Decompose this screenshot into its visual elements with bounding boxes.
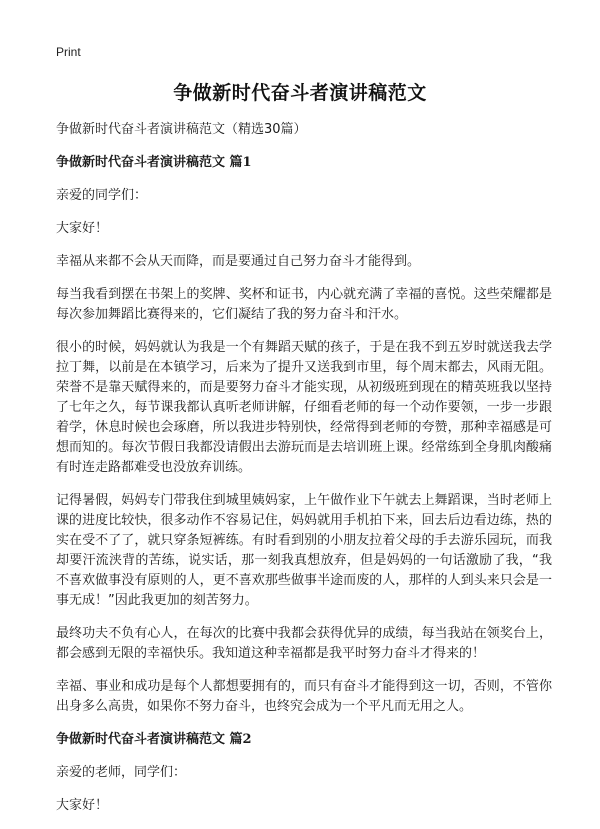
paragraph: 记得暑假，妈妈专门带我住到城里姨妈家，上午做作业下午就去上舞蹈课，当时老师上课的进度比较快，很多动作不容易记住，妈妈就用手机拍下来，回去后边看边练，热的实在受不了了，就只穿条短裤练。有时看到别的小朋友拉着父母的手去游乐园玩，而我却要汗流浃背的苦练，说实话，那一刻我真想放弃，但是妈妈的一句话激励了我，“我不喜欢做事没有原则的人，更不喜欢那些做事半途而废的人，那样的人到头来只会是一事无成！”因此我更加的刻苦努力。 — [56, 493, 552, 608]
document-body — [56, 120, 552, 829]
page-title: 争做新时代奋斗者演讲稿范文 — [173, 82, 427, 104]
paragraph: 幸福从来都不会从天而降，而是要通过自己努力奋斗才能得到。 — [56, 254, 421, 269]
paragraph: 亲爱的同学们： — [56, 188, 148, 203]
section-2 — [56, 730, 552, 816]
section-1 — [56, 153, 552, 717]
document-subtitle: 争做新时代奋斗者演讲稿范文（精选30篇） — [56, 122, 307, 137]
paragraph: 大家好！ — [56, 221, 109, 236]
paragraph: 每当我看到摆在书架上的奖牌、奖杯和证书，内心就充满了幸福的喜悦。这些荣耀都是每次参加舞蹈比赛得来的，它们凝结了我的努力奋斗和汗水。 — [56, 287, 552, 322]
section-heading: 争做新时代奋斗者演讲稿范文 篇2 — [56, 732, 252, 747]
paragraph: 亲爱的老师，同学们： — [56, 765, 187, 780]
section-heading: 争做新时代奋斗者演讲稿范文 篇1 — [56, 155, 252, 170]
paragraph: 大家好！ — [56, 798, 109, 813]
paragraph: 很小的时候，妈妈就认为我是一个有舞蹈天赋的孩子，于是在我不到五岁时就送我去学拉丁舞，以前是在本镇学习，后来为了提升又送我到市里，每个周末都去，风雨无阻。荣誉不是靠天赋得来的，而是要努力奋斗才能实现，从初级班到现在的精英班我以坚持了七年之久，每节课我都认真听老师讲解，仔细看老师的每一个动作要领，一步一步跟着学，休息时候也会琢磨，所以我进步特别快，经常得到老师的夸赞，那种幸福感是可想而知的。每次节假日我都没请假出去游玩而是去培训班上课。经常练到全身肌肉酸痛有时连走路都难受也没放弃训练。 — [56, 340, 552, 475]
print-label[interactable]: Print — [56, 45, 81, 59]
paragraph: 最终功夫不负有心人，在每次的比赛中我都会获得优异的成绩，每当我站在领奖台上，都会感到无限的幸福快乐。我知道这种幸福都是我平时努力奋斗才得来的！ — [56, 626, 552, 661]
paragraph: 幸福、事业和成功是每个人都想要拥有的，而只有奋斗才能得到这一切，否则，不管你出身多么高贵，如果你不努力奋斗，也终究会成为一个平凡而无用之人。 — [56, 679, 552, 714]
